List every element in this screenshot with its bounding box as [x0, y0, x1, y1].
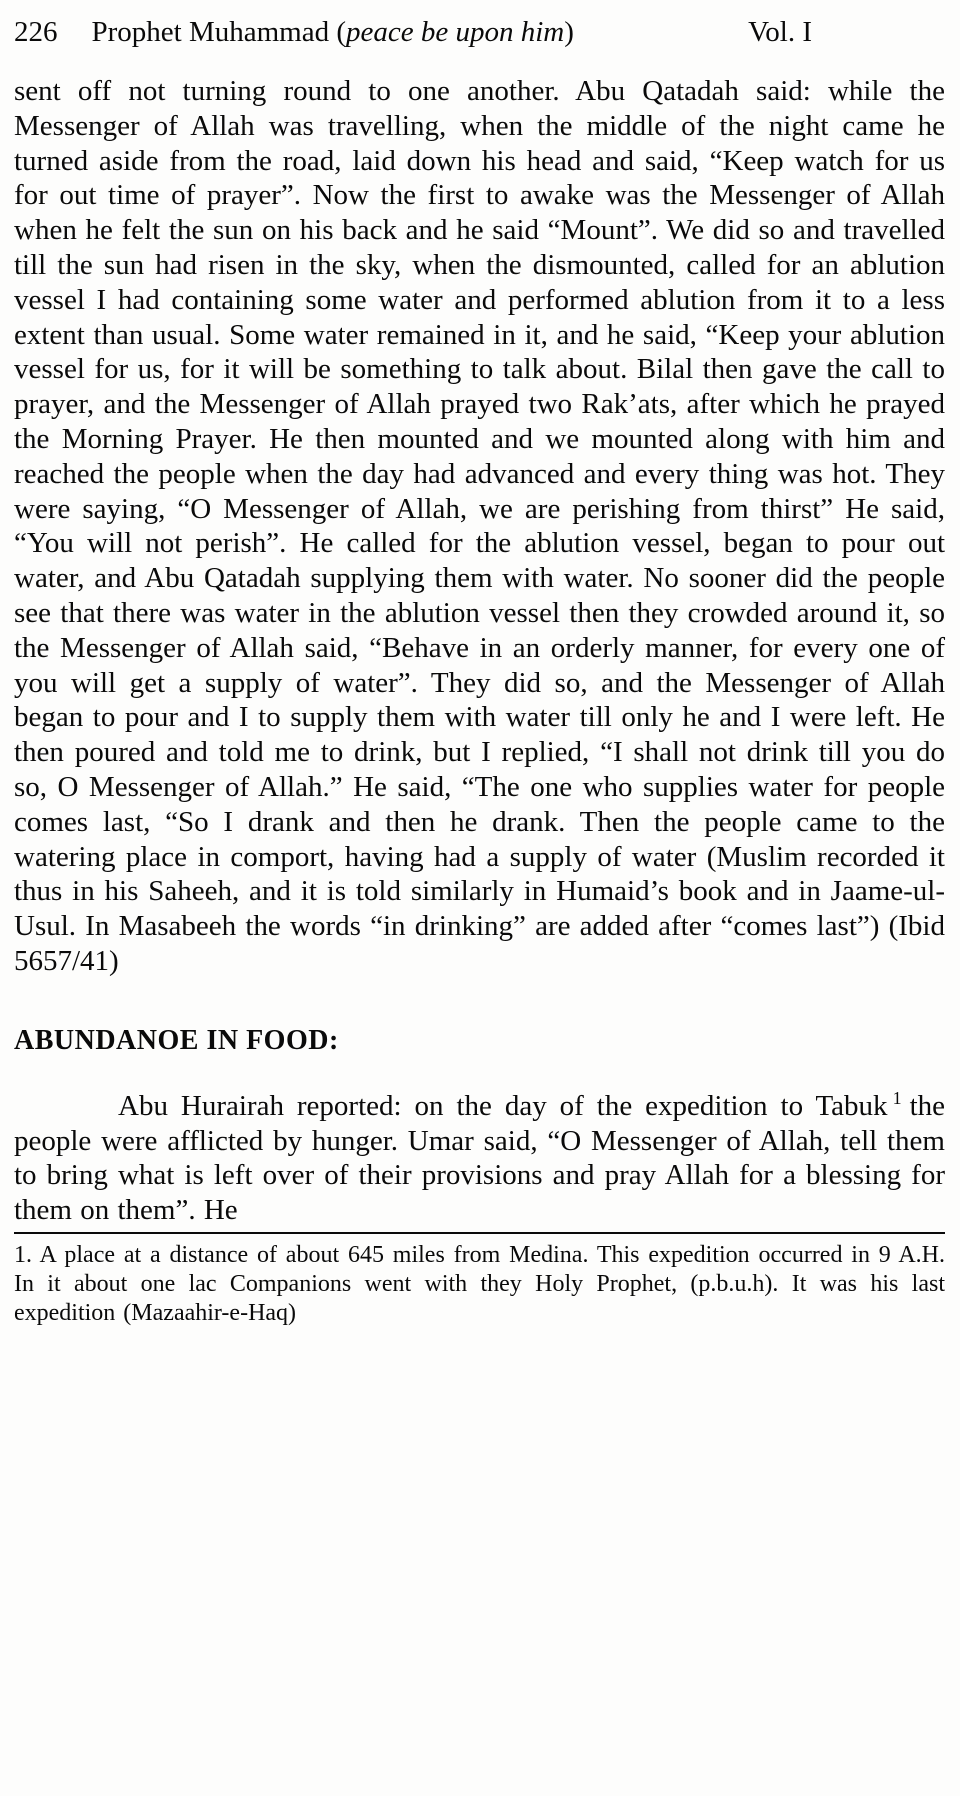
footnote-area [14, 1232, 945, 1328]
page-header [14, 14, 945, 50]
footnote-divider [14, 1232, 945, 1234]
page-number: 226 [14, 16, 58, 48]
paragraph-abu-hurairah-part-1: Abu Hurairah reported: on the day of the expedition to Tabuk [118, 1089, 888, 1122]
footnote-text: 1. A place at a distance of about 645 miles from Medina. This expedition occurred in 9 A.H. In it about one lac Companions went with they Holy Prophet, (p.b.u.h). It was his last expedition (Mazaahir-e-Haq) [14, 1241, 945, 1326]
book-title-italic: peace be upon him [346, 16, 565, 48]
volume-label: Vol. I [748, 16, 812, 48]
section-heading: ABUNDANOE IN FOOD: [14, 1024, 339, 1056]
footnote-reference: 1 [892, 1088, 902, 1109]
book-title [92, 14, 574, 50]
paragraph-abu-hurairah [14, 1089, 945, 1228]
paragraph-abu-hurairah-part-2: the people were afflicted by hunger. Umar said, “O Messenger of Allah, tell them to bring what is left over of their provisions and pray Allah for a blessing for them on them”. He [14, 1089, 945, 1227]
page-body [14, 74, 945, 1228]
book-title-roman-close: ) [564, 16, 574, 48]
book-title-roman-open: Prophet Muhammad ( [91, 16, 347, 48]
paragraph-continuation: sent off not turning round to one another. Abu Qatadah said: while the Messenger of Allah was travelling, when the middle of the night came he turned aside from the road, laid down his head and said, “Keep watch for us for out time of prayer”. Now the first to awake was the Messenger of Allah when he felt the sun on his back and he said “Mount”. We did so and travelled till the sun had risen in the sky, when the dismounted, called for an ablution vessel I had containing some water and performed ablution from it to a less extent than usual. Some water remained in it, and he said, “Keep your ablution vessel for us, for it will be something to talk about. Bilal then gave the call to prayer, and the Messenger of Allah prayed two Rak’ats, after which he prayed the Morning Prayer. He then mounted and we mounted along with him and reached the people when the day had advanced and every thing was hot. They were saying, “O Messenger of Allah, we are perishing from thirst” He said, “You will not perish”. He called for the ablution vessel, began to pour out water, and Abu Qatadah supplying them with water. No sooner did the people see that there was water in the ablution vessel then they crowded around it, so the Messenger of Allah said, “Behave in an orderly manner, for every one of you will get a supply of water”. They did so, and the Messenger of Allah began to pour and I to supply them with water till only he and I were left. He then poured and told me to drink, but I replied, “I shall not drink till you do so, O Messenger of Allah.” He said, “The one who supplies water for people comes last, “So I drank and then he drank. Then the people came to the watering place in comport, having had a supply of water (Muslim recorded it thus in his Saheeh, and it is told similarly in Humaid’s book and in Jaame-ul-Usul. In Masabeeh the words “in drinking” are added after “comes last”) (Ibid 5657/41) [14, 75, 945, 977]
